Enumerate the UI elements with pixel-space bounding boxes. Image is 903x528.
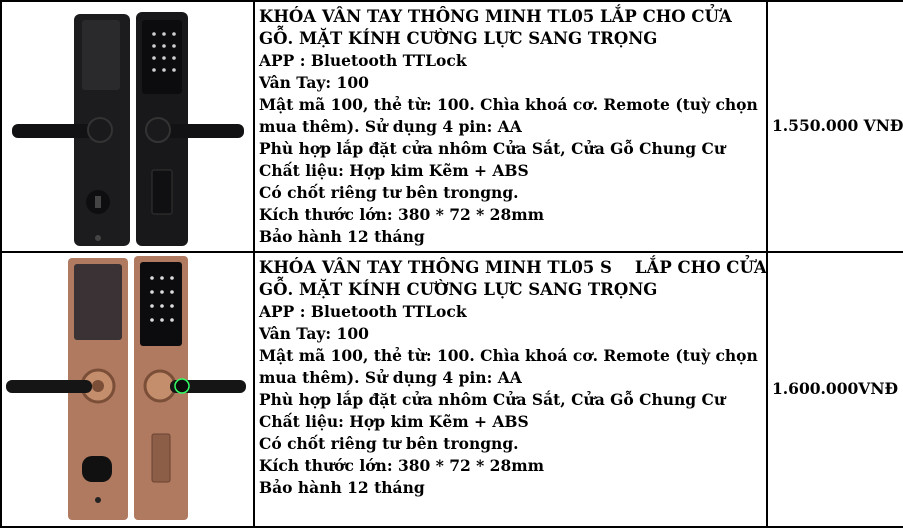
spec-line: mua thêm). Sử dụng 4 pin: AA — [259, 117, 522, 136]
spec-line: Bảo hành 12 tháng — [259, 477, 425, 497]
spec-line: Chất liệu: Hợp kim Kẽm + ABS — [259, 411, 529, 431]
product-title-line-2: GỖ. MẶT KÍNH CƯỜNG LỰC SANG TRỌNG — [259, 29, 658, 48]
product-price: 1.600.000VNĐ — [772, 379, 899, 399]
copper-lock-image — [2, 254, 253, 524]
spec-line: Kích thước lớn: 380 * 72 * 28mm — [259, 455, 545, 475]
product-title-line-2: GỖ. MẶT KÍNH CƯỜNG LỰC SANG TRỌNG — [259, 279, 658, 299]
product-title-line-1: KHÓA VÂN TAY THÔNG MINH TL05 LẮP CHO CỬA — [259, 7, 732, 26]
spec-line: Phù hợp lắp đặt cửa nhôm Cửa Sắt, Cửa Gỗ Chung Cư — [259, 389, 726, 409]
spec-line: Mật mã 100, thẻ từ: 100. Chìa khoá cơ. Remote (tuỳ chọn — [259, 345, 758, 365]
price-cell — [767, 1, 903, 252]
spec-line: Vân Tay: 100 — [259, 323, 369, 343]
spec-line: Có chốt riêng tư bên trongng. — [259, 433, 519, 453]
spec-line: mua thêm). Sử dụng 4 pin: AA — [259, 367, 522, 387]
table-row — [1, 252, 903, 527]
spec-line: Kích thước lớn: 380 * 72 * 28mm — [259, 205, 545, 224]
product-image-cell — [1, 252, 254, 527]
product-title-line-1: KHÓA VÂN TAY THÔNG MINH TL05 S LẮP CHO CỬA — [259, 257, 767, 277]
spec-line: Vân Tay: 100 — [259, 73, 369, 92]
product-price: 1.550.000 VNĐ — [772, 116, 903, 136]
black-lock-image — [2, 2, 253, 250]
spec-line: Bảo hành 12 tháng — [259, 227, 425, 246]
product-description-cell — [254, 1, 767, 252]
spec-line: Phù hợp lắp đặt cửa nhôm Cửa Sắt, Cửa Gỗ Chung Cư — [259, 139, 726, 158]
product-image-cell — [1, 1, 254, 252]
spec-line: Mật mã 100, thẻ từ: 100. Chìa khoá cơ. Remote (tuỳ chọn — [259, 95, 758, 114]
spec-line: APP : Bluetooth TTLock — [259, 51, 467, 70]
spec-line: Chất liệu: Hợp kim Kẽm + ABS — [259, 161, 529, 180]
table-row — [1, 1, 903, 252]
product-description-cell — [254, 252, 767, 527]
spec-line: Có chốt riêng tư bên trongng. — [259, 183, 519, 202]
spec-line: APP : Bluetooth TTLock — [259, 301, 467, 321]
price-cell — [767, 252, 903, 527]
